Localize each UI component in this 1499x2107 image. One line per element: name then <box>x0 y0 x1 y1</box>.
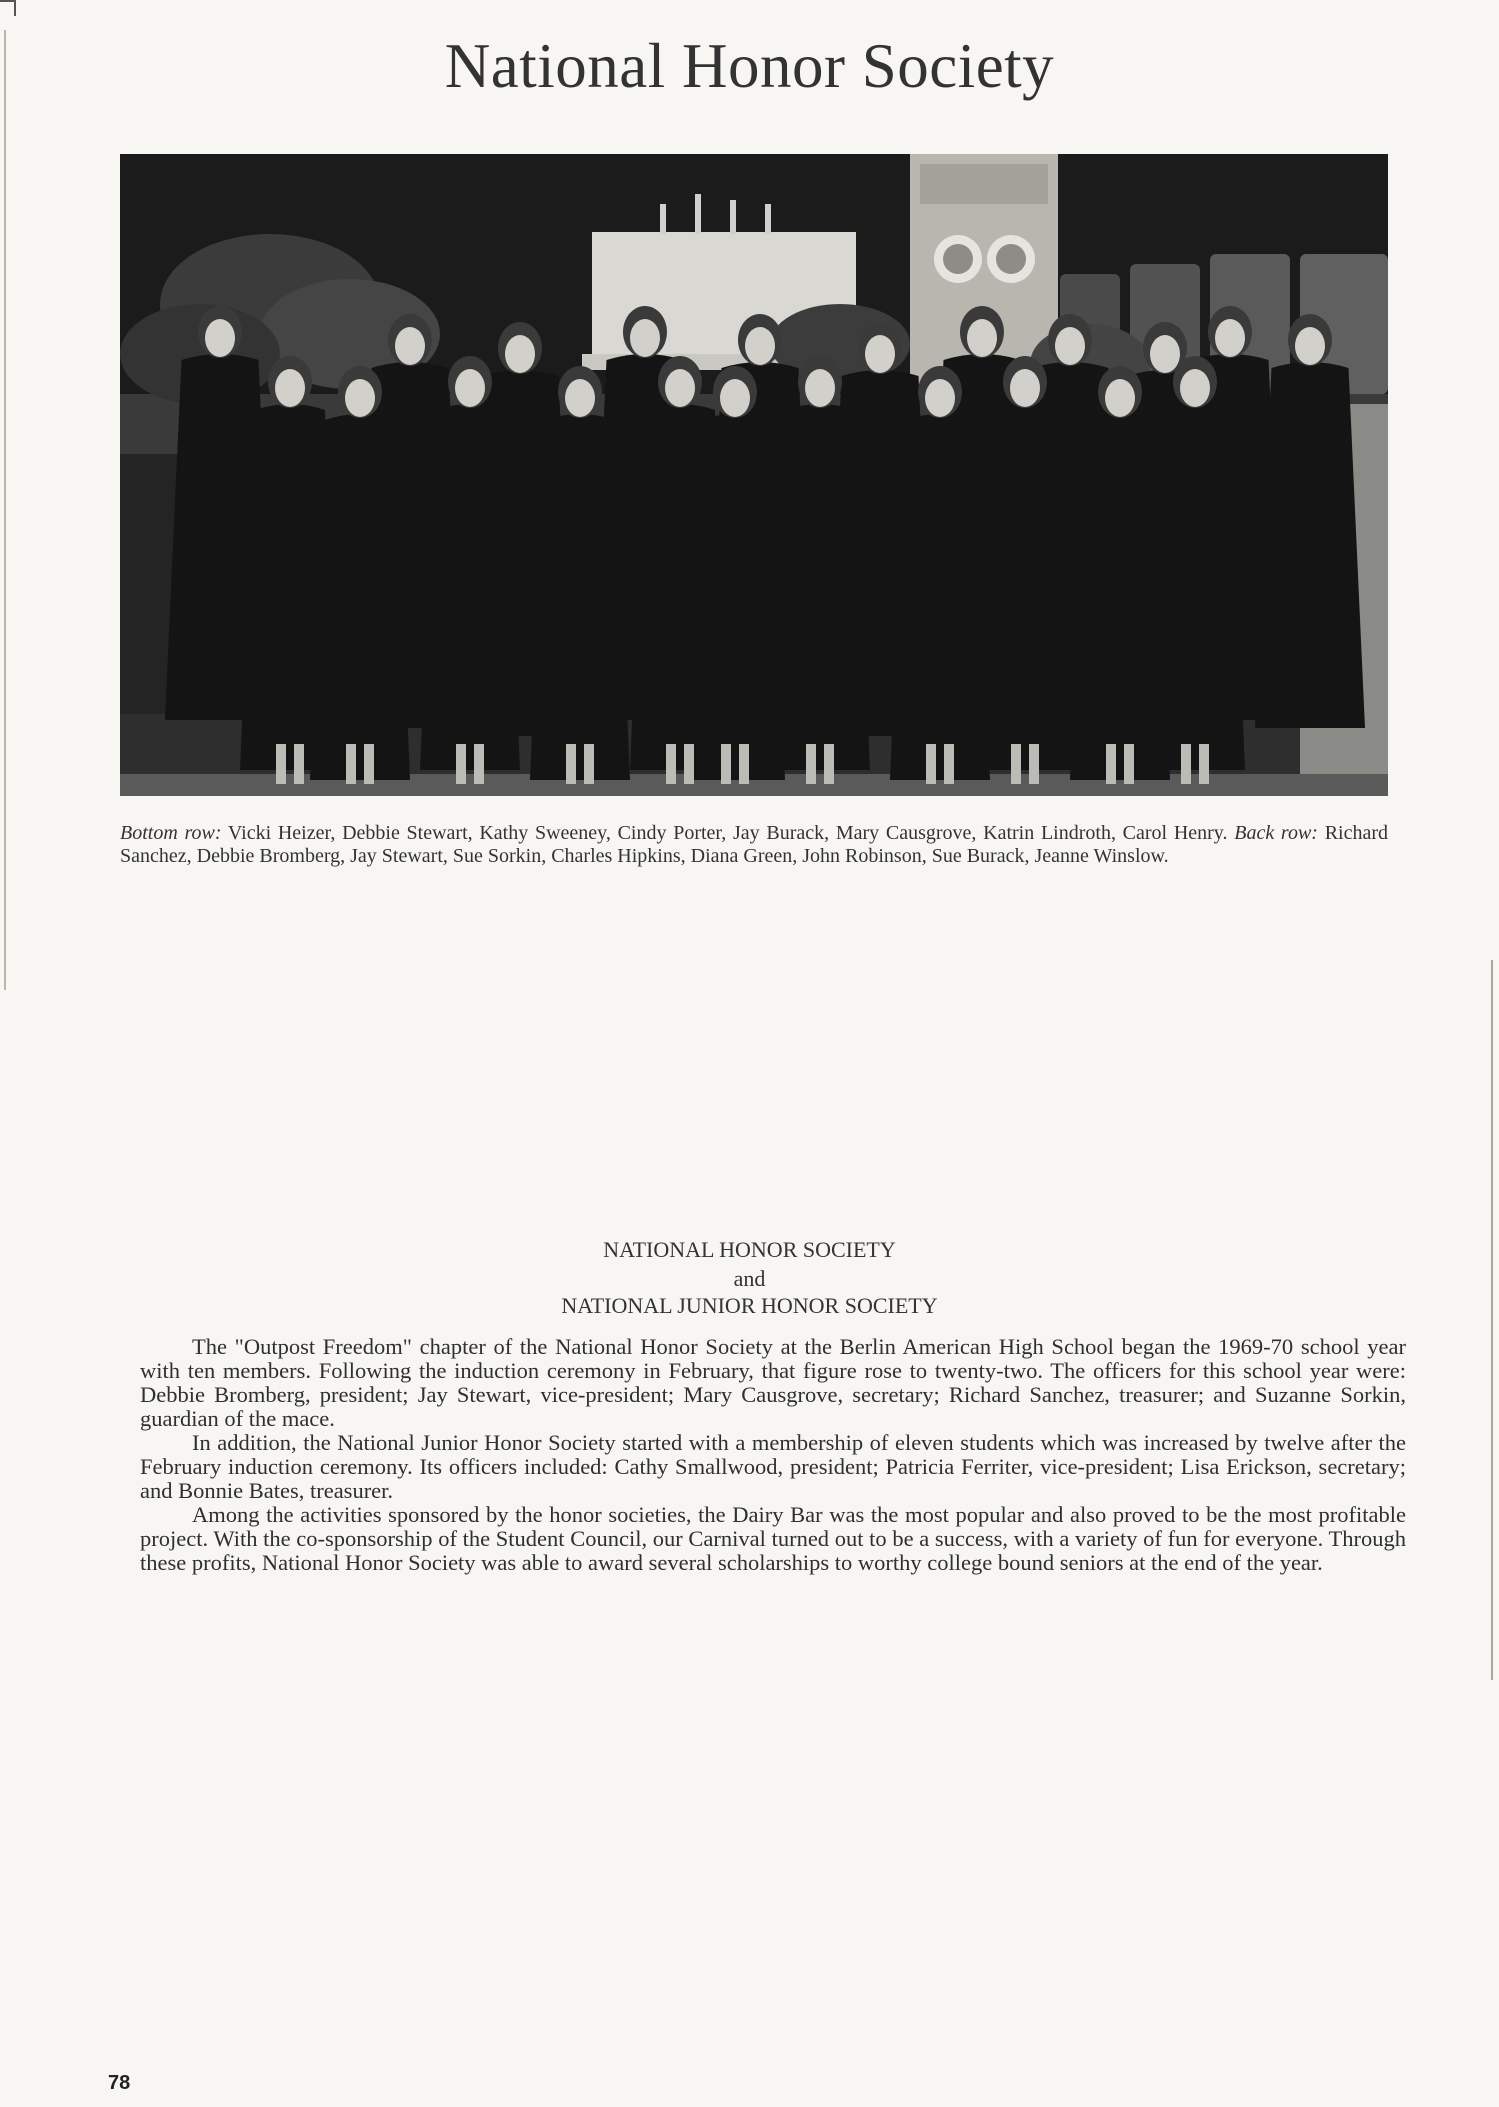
group-photo <box>120 154 1388 796</box>
page-title: National Honor Society <box>444 31 1055 101</box>
photo-caption <box>120 822 1388 868</box>
article-body <box>140 1335 1406 1575</box>
article-paragraph: In addition, the National Junior Honor Society started with a membership of eleven students which was increased by twelve after the February induction ceremony. Its officers included: Cathy Smallwood, president; Patricia Ferriter, vice-president; Lisa Erickson, secretary; and Bonnie Bates, treasurer. <box>140 1430 1406 1503</box>
article-paragraph: Among the activities sponsored by the honor societies, the Dairy Bar was the most popular and also proved to be the most profitable project. With the co-sponsorship of the Student Council, our Carnival turned out to be a success, with a variety of fun for everyone. Through these profits, National Honor Society was able to award several scholarships to worthy college bound seniors at the end of the year. <box>140 1502 1406 1575</box>
page-left-edge <box>4 30 6 990</box>
back-row-names: Richard Sanchez, Debbie Bromberg, Jay Stewart, Sue Sorkin, Charles Hipkins, Diana Green, John Robinson, Sue Burack, Jeanne Winslow. <box>120 822 1388 867</box>
article-paragraph: The "Outpost Freedom" chapter of the National Honor Society at the Berlin American High School began the 1969-70 school year with ten members. Following the induction ceremony in February, that figure rose to twenty-two. The officers for this school year were: Debbie Bromberg, president; Jay Stewart, vice-president; Mary Causgrove, secretary; Richard Sanchez, treasurer; and Suzanne Sorkin, guardian of the mace. <box>140 1334 1406 1431</box>
page-corner-mark <box>0 0 16 16</box>
bottom-row-label: Bottom row: <box>120 822 222 844</box>
article-heading-line-2: and <box>733 1266 766 1291</box>
page-right-edge <box>1491 960 1493 1680</box>
back-row-label: Back row: <box>1234 822 1318 844</box>
article-heading-line-3: NATIONAL JUNIOR HONOR SOCIETY <box>561 1293 938 1318</box>
page-number: 78 <box>108 2072 131 2094</box>
article-heading-line-1: NATIONAL HONOR SOCIETY <box>603 1237 896 1262</box>
bottom-row-names: Vicki Heizer, Debbie Stewart, Kathy Sweeney, Cindy Porter, Jay Burack, Mary Causgrove, Katrin Lindroth, Carol Henry. <box>221 822 1235 844</box>
